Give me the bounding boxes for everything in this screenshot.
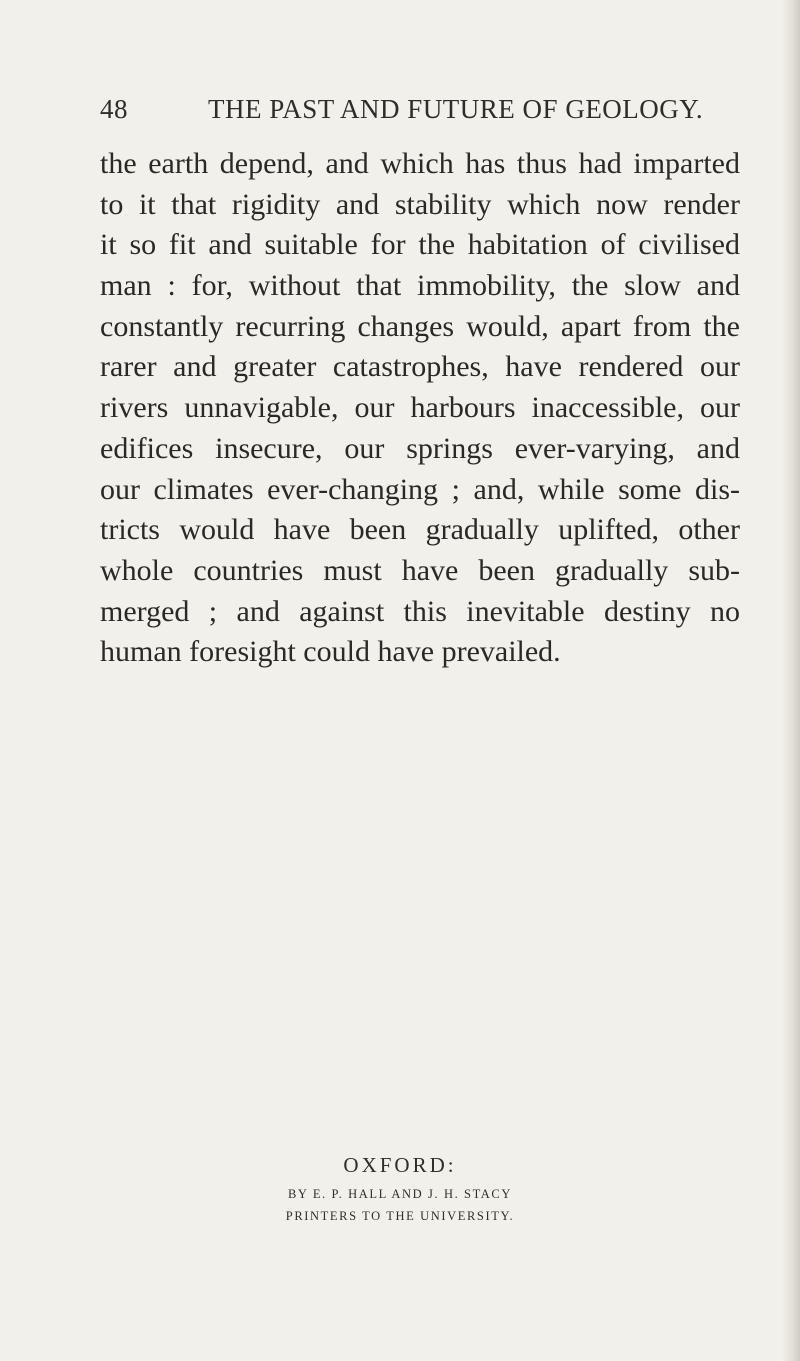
text-line: tricts would have been gradually uplifted, other [100, 513, 740, 547]
text-line: rarer and greater catastrophes, have rendered our [100, 350, 740, 384]
printer-imprint [0, 1153, 800, 1227]
body-paragraph [100, 144, 740, 673]
text-line-last: human foresight could have prevailed. [100, 635, 561, 669]
imprint-printers-title: PRINTERS TO THE UNIVERSITY. [285, 1209, 515, 1223]
imprint-city: OXFORD: [343, 1153, 457, 1177]
text-line: the earth depend, and which has thus had imparted [100, 147, 740, 180]
text-line: our climates ever-changing ; and, while some dis- [100, 472, 740, 506]
text-line: constantly recurring changes would, apart from the [100, 309, 740, 343]
running-head [100, 94, 740, 130]
page-number: 48 [100, 94, 128, 124]
text-line: rivers unnavigable, our harbours inaccessible, our [100, 391, 740, 425]
text-line: man : for, without that immobility, the slow and [100, 269, 740, 303]
text-line: edifices insecure, our springs ever-varying, and [100, 431, 740, 465]
text-line: whole countries must have been gradually sub- [100, 553, 740, 587]
imprint-printers: BY E. P. HALL AND J. H. STACY [288, 1187, 512, 1201]
running-title: THE PAST AND FUTURE OF GEOLOGY. [208, 94, 704, 124]
text-line: to it that rigidity and stability which now render [100, 187, 740, 221]
text-line: it so fit and suitable for the habitation of civilised [100, 228, 740, 262]
text-line: merged ; and against this inevitable destiny no [100, 594, 740, 628]
